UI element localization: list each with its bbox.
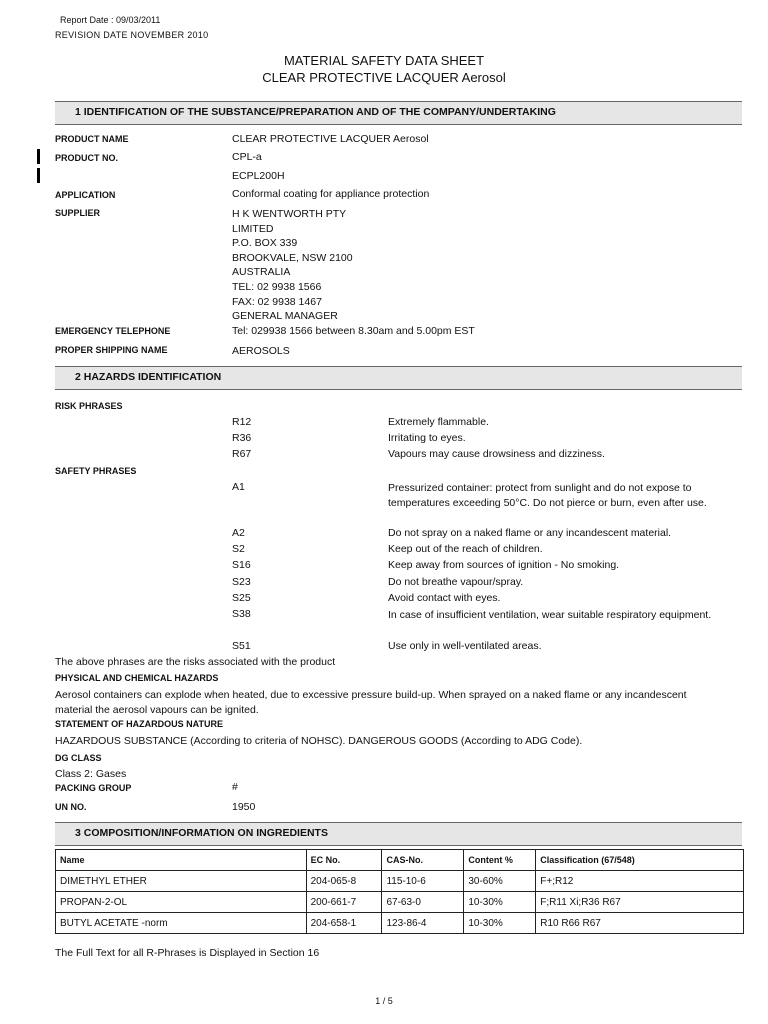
safety-code: S38 bbox=[232, 608, 251, 620]
un-no-value: 1950 bbox=[232, 801, 256, 813]
supplier-address: H K WENTWORTH PTY LIMITED P.O. BOX 339 BROOKVALE, NSW 2100 AUSTRALIA TEL: 02 9938 1566 FAX: 02 9938 1467 GENERAL MANAGER bbox=[232, 208, 353, 323]
safety-code: A1 bbox=[232, 481, 245, 493]
section-3-heading: 3 COMPOSITION/INFORMATION ON INGREDIENTS bbox=[55, 822, 742, 846]
shipping-value: AEROSOLS bbox=[232, 345, 290, 357]
safety-text: In case of insufficient ventilation, wear suitable respiratory equipment. bbox=[388, 609, 712, 621]
dg-class-value: Class 2: Gases bbox=[55, 768, 127, 780]
safety-code: S51 bbox=[232, 640, 251, 652]
safety-text: Use only in well-ventilated areas. bbox=[388, 640, 542, 652]
table-cell: 123-86-4 bbox=[382, 913, 464, 934]
safety-phrases-label: SAFETY PHRASES bbox=[55, 466, 137, 476]
physchem-label: PHYSICAL AND CHEMICAL HAZARDS bbox=[55, 673, 219, 683]
risk-text: Vapours may cause drowsiness and dizziness. bbox=[388, 448, 605, 460]
safety-text: Pressurized container: protect from sunlight and do not expose to temperatures exceeding 50°C. Do not pierce or burn, even after use. bbox=[388, 482, 707, 509]
safety-text: Keep away from sources of ignition - No smoking. bbox=[388, 559, 620, 571]
table-cell: DIMETHYL ETHER bbox=[56, 871, 307, 892]
safety-text: Avoid contact with eyes. bbox=[388, 592, 501, 604]
product-name-value: CLEAR PROTECTIVE LACQUER Aerosol bbox=[232, 133, 429, 145]
report-date: Report Date : 09/03/2011 bbox=[60, 15, 161, 25]
risk-code: R67 bbox=[232, 448, 252, 460]
risk-code: R36 bbox=[232, 432, 252, 444]
application-label: APPLICATION bbox=[55, 190, 116, 200]
table-row bbox=[56, 892, 744, 913]
revision-date: REVISION DATE NOVEMBER 2010 bbox=[55, 30, 209, 40]
physchem-text: Aerosol containers can explode when heated, due to excessive pressure build-up. When sprayed on a naked flame or any incandescent material the aerosol vapours can be ignited. bbox=[55, 689, 687, 716]
safety-code: S2 bbox=[232, 543, 245, 555]
safety-text: Keep out of the reach of children. bbox=[388, 543, 543, 555]
packing-group-value: # bbox=[232, 781, 238, 793]
emergency-label: EMERGENCY TELEPHONE bbox=[55, 326, 171, 336]
table-cell: PROPAN-2-OL bbox=[56, 892, 307, 913]
table-cell: R10 R66 R67 bbox=[536, 913, 744, 934]
table-cell: 200-661-7 bbox=[306, 892, 382, 913]
table-row bbox=[56, 871, 744, 892]
safety-code: S25 bbox=[232, 592, 251, 604]
table-header-row bbox=[56, 850, 744, 871]
table-cell: 10-30% bbox=[464, 913, 536, 934]
revision-marker bbox=[37, 168, 40, 183]
table-cell: 115-10-6 bbox=[382, 871, 464, 892]
risk-text: Irritating to eyes. bbox=[388, 432, 466, 444]
product-no-value: CPL-a bbox=[232, 151, 262, 163]
un-no-label: UN NO. bbox=[55, 802, 87, 812]
application-value: Conformal coating for appliance protection bbox=[232, 188, 430, 200]
section-2-heading: 2 HAZARDS IDENTIFICATION bbox=[55, 366, 742, 390]
phrases-note: The above phrases are the risks associated with the product bbox=[55, 656, 336, 668]
packing-group-label: PACKING GROUP bbox=[55, 783, 132, 793]
product-no-label: PRODUCT NO. bbox=[55, 153, 118, 163]
page-number: 1 / 5 bbox=[375, 996, 393, 1006]
safety-code: A2 bbox=[232, 527, 245, 539]
section-1-heading: 1 IDENTIFICATION OF THE SUBSTANCE/PREPARATION AND OF THE COMPANY/UNDERTAKING bbox=[55, 101, 742, 125]
table-cell: F+;R12 bbox=[536, 871, 744, 892]
risk-text: Extremely flammable. bbox=[388, 416, 489, 428]
table-cell: 204-658-1 bbox=[306, 913, 382, 934]
column-header: CAS-No. bbox=[382, 850, 464, 871]
safety-text: Do not breathe vapour/spray. bbox=[388, 576, 524, 588]
r-phrases-footnote: The Full Text for all R-Phrases is Displayed in Section 16 bbox=[55, 947, 320, 959]
shipping-label: PROPER SHIPPING NAME bbox=[55, 345, 168, 355]
table-row bbox=[56, 913, 744, 934]
product-name-label: PRODUCT NAME bbox=[55, 134, 129, 144]
hazard-nature-text: HAZARDOUS SUBSTANCE (According to criteria of NOHSC). DANGEROUS GOODS (According to ADG Code). bbox=[55, 735, 583, 747]
column-header: Name bbox=[56, 850, 307, 871]
ingredients-table bbox=[55, 849, 744, 934]
safety-text: Do not spray on a naked flame or any incandescent material. bbox=[388, 527, 672, 539]
product-no-value-2: ECPL200H bbox=[232, 170, 285, 182]
table-cell: F;R11 Xi;R36 R67 bbox=[536, 892, 744, 913]
supplier-label: SUPPLIER bbox=[55, 208, 101, 218]
safety-code: S16 bbox=[232, 559, 251, 571]
emergency-value: Tel: 029938 1566 between 8.30am and 5.00pm EST bbox=[232, 325, 475, 337]
revision-marker bbox=[37, 149, 40, 164]
hazard-nature-label: STATEMENT OF HAZARDOUS NATURE bbox=[55, 719, 223, 729]
table-cell: 67-63-0 bbox=[382, 892, 464, 913]
table-cell: BUTYL ACETATE -norm bbox=[56, 913, 307, 934]
column-header: EC No. bbox=[306, 850, 382, 871]
page-title: MATERIAL SAFETY DATA SHEET bbox=[283, 53, 485, 68]
dg-class-label: DG CLASS bbox=[55, 753, 102, 763]
safety-code: S23 bbox=[232, 576, 251, 588]
column-header: Content % bbox=[464, 850, 536, 871]
table-cell: 204-065-8 bbox=[306, 871, 382, 892]
risk-code: R12 bbox=[232, 416, 252, 428]
table-cell: 30-60% bbox=[464, 871, 536, 892]
table-cell: 10-30% bbox=[464, 892, 536, 913]
column-header: Classification (67/548) bbox=[536, 850, 744, 871]
page-subtitle: CLEAR PROTECTIVE LACQUER Aerosol bbox=[262, 70, 506, 85]
risk-phrases-label: RISK PHRASES bbox=[55, 401, 123, 411]
